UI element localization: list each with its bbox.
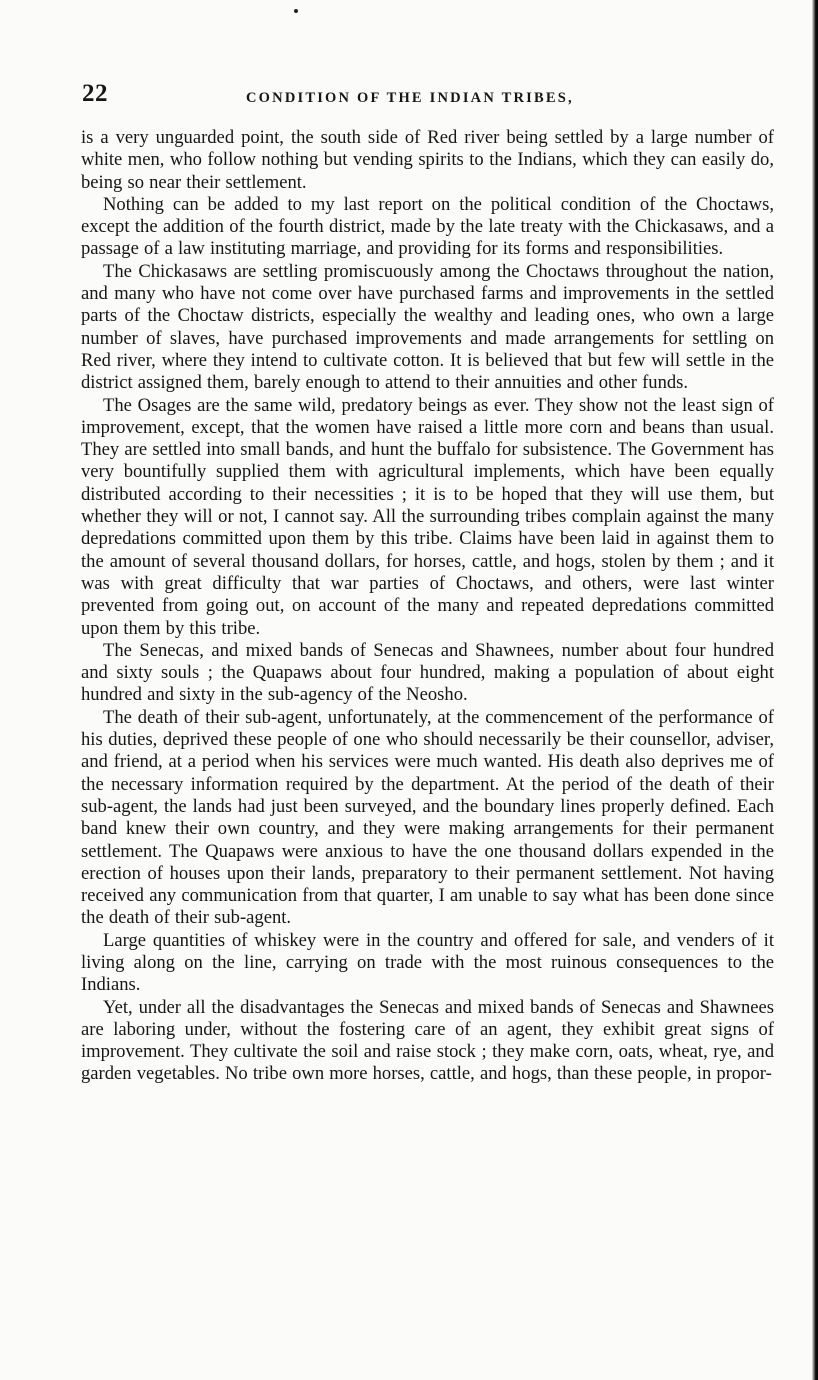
- running-head: CONDITION OF THE INDIAN TRIBES,: [246, 90, 574, 106]
- paragraph-improvement: Yet, under all the disadvantages the Senecas and mixed bands of Senecas and Shawnees are laboring under, without the fostering care of an agent, they exhibit great signs of improvement. They cultivate the soil and raise stock ; they make corn, oats, wheat, rye, and garden vegetables. No tribe own more horses, cattle, and hogs, than these people, in propor-: [81, 996, 774, 1085]
- paragraph-senecas: The Senecas, and mixed bands of Senecas and Shawnees, number about four hundred and sixty souls ; the Quapaws about four hundred, making a population of about eight hundred and sixty in the sub-agency of the Neosho.: [81, 639, 774, 706]
- paragraph-red-river: is a very unguarded point, the south side of Red river being settled by a large number of white men, who follow nothing but vending spirits to the Indians, which they can easily do, being so near their settlement.: [81, 127, 774, 193]
- paragraph-whiskey: Large quantities of whiskey were in the country and offered for sale, and venders of it living along on the line, carrying on trade with the most ruinous consequences to the Indians.: [81, 929, 774, 996]
- paragraph-osages: The Osages are the same wild, predatory beings as ever. They show not the least sign of improvement, except, that the women have raised a little more corn and beans than usual. They are settled into small bands, and hunt the buffalo for subsistence. The Government has very bountifully supplied them with agricultural implements, which have been equally distributed according to their necessities ; it is to be hoped that they will use them, but whether they will or not, I cannot say. All the surrounding tribes complain against the many depredations committed upon them by this tribe. Claims have been laid in against them to the amount of several thousand dollars, for horses, cattle, and hogs, stolen by them ; and it was with great difficulty that war parties of Choctaws, and others, were last winter prevented from going out, on account of the many and repeated depredations committed upon them by this tribe.: [81, 394, 774, 639]
- paragraph-chickasaws: The Chickasaws are settling promiscuously among the Choctaws throughout the nation, and many who have not come over have purchased farms and improvements in the settled parts of the Choctaw districts, especially the wealthy and leading ones, who own a large number of slaves, have purchased improvements and made arrangements for settling on Red river, where they intend to cultivate cotton. It is believed that but few will settle in the district assigned them, barely enough to attend to their annuities and other funds.: [81, 260, 774, 394]
- page-header: [82, 80, 772, 112]
- paragraph-choctaws: Nothing can be added to my last report on the political condition of the Choctaws, except the addition of the fourth district, made by the late treaty with the Chickasaws, and a passage of a law instituting marriage, and providing for its forms and responsibilities.: [81, 193, 774, 260]
- page-number: 22: [82, 80, 108, 107]
- paragraph-sub-agent: The death of their sub-agent, unfortunately, at the commencement of the performance of his duties, deprived these people of one who should necessarily be their counsellor, adviser, and friend, at a period when his services were much wanted. His death also deprives me of the necessary information required by the department. At the period of the death of their sub-agent, the lands had just been surveyed, and the boundary lines properly defined. Each band knew their own country, and they were making arrangements for their permanent settlement. The Quapaws were anxious to have the one thousand dollars expended in the erection of houses upon their lands, preparatory to their permanent settlement. Not having received any communication from that quarter, I am unable to say what has been done since the death of their sub-agent.: [81, 706, 774, 929]
- print-speck: [294, 9, 298, 13]
- body-text: [81, 127, 774, 1086]
- page-edge-shadow: [812, 0, 818, 1380]
